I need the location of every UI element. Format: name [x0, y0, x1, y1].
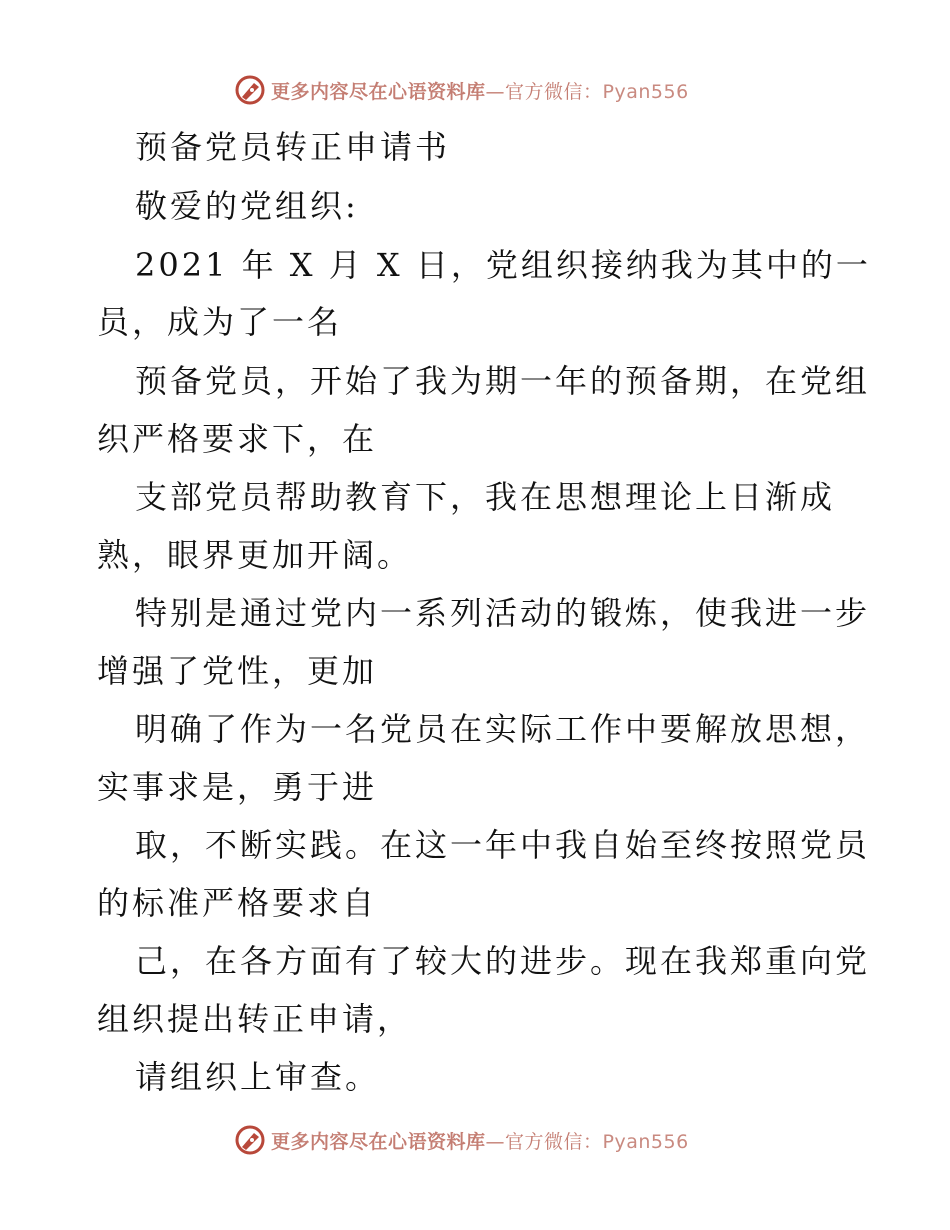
- body-line-10: 实事求是，勇于进: [97, 768, 378, 806]
- pen-nib-circle-icon: [233, 1123, 267, 1157]
- body-line-7: 特别是通过党内一系列活动的锻炼，使我进一步: [135, 594, 871, 632]
- watermark-text: [271, 1127, 689, 1154]
- body-line-15: 请组织上审查。: [135, 1058, 381, 1096]
- body-line-12: 的标准严格要求自: [97, 884, 378, 922]
- body-line-11: 取，不断实践。在这一年中我自始至终按照党员: [135, 826, 871, 864]
- watermark-prefix: 更多内容尽在心语资料库: [271, 1130, 486, 1153]
- body-line-8: 增强了党性，更加: [97, 652, 378, 690]
- body-line-4: 织严格要求下，在: [97, 420, 378, 458]
- watermark-separator: —: [485, 80, 506, 103]
- body-line-13: 己，在各方面有了较大的进步。现在我郑重向党: [135, 942, 871, 980]
- body-line-2: 员，成为了一名: [97, 303, 343, 341]
- footer-watermark: [233, 1122, 689, 1158]
- body-line-5: 支部党员帮助教育下，我在思想理论上日渐成: [135, 478, 836, 516]
- body-line-1: 2021 年 X 月 X 日，党组织接纳我为其中的一: [135, 246, 871, 284]
- watermark-separator: —: [485, 1130, 506, 1153]
- watermark-account: Pyan556: [602, 1130, 689, 1153]
- salutation: 敬爱的党组织:: [135, 187, 359, 225]
- body-line-14: 组织提出转正申请，: [97, 1000, 413, 1038]
- watermark-prefix: 更多内容尽在心语资料库: [271, 80, 486, 103]
- body-line-9: 明确了作为一名党员在实际工作中要解放思想，: [135, 710, 871, 748]
- body-line-3: 预备党员，开始了我为期一年的预备期，在党组: [135, 362, 871, 400]
- header-watermark: [233, 72, 689, 108]
- body-line-6: 熟，眼界更加开阔。: [97, 536, 413, 574]
- pen-nib-circle-icon: [233, 73, 267, 107]
- watermark-suffix: 官方微信：: [505, 1130, 603, 1153]
- watermark-account: Pyan556: [602, 80, 689, 103]
- watermark-suffix: 官方微信：: [505, 80, 603, 103]
- watermark-text: [271, 77, 689, 104]
- document-title: 预备党员转正申请书: [135, 128, 451, 166]
